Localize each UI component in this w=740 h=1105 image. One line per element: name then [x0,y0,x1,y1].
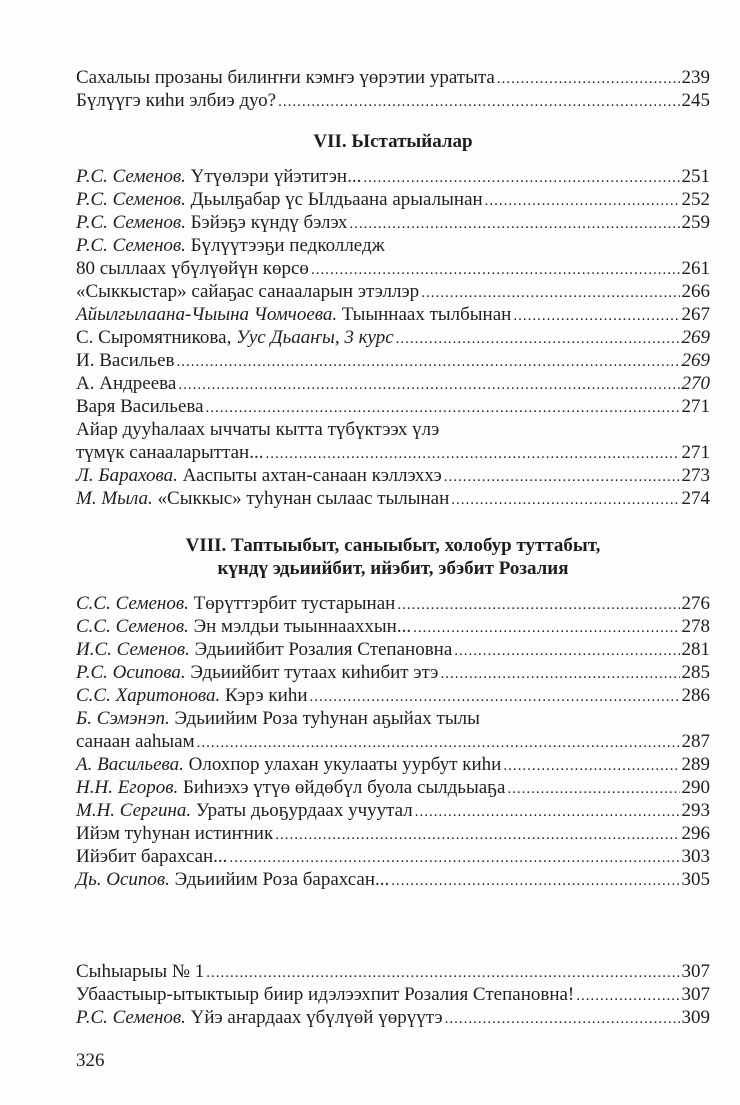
page-number: 326 [76,1050,105,1071]
toc-entry [76,350,710,372]
entry-title: Бүлүүгэ киhи элбиэ дуо? [76,90,277,111]
toc-entry-continuation [76,258,710,280]
entry-page: 239 [681,67,710,88]
section-heading: VII. Ыстатыйалар [313,131,473,152]
entry-author: Н.Н. Егоров. [76,777,179,798]
entry-title: Айар дууhалаах ыччаты кытта түбүктээх үлэ [76,419,440,440]
toc-entry [76,685,710,707]
section-heading-line-1: VIII. Таптыыбыт, саныыбыт, холобур туттабыт, [185,535,601,556]
entry-title: Эдьиийим Роза барахсан... [174,869,390,890]
toc-entry [76,465,710,487]
toc-entry-continuation [76,731,710,753]
dot-leader [391,870,679,892]
dot-leader [513,305,679,327]
entry-title: С. Сыромятникова, [76,327,232,348]
dot-leader [576,985,679,1007]
toc-entry [76,639,710,661]
dot-leader [206,962,679,984]
entry-title: Кэрэ киhи [224,685,308,706]
entry-title: Үтүөлэри үйэтитэн... [190,166,362,187]
dot-leader [278,91,679,113]
dot-leader [497,68,680,90]
entry-author: Дь. Осипов. [76,869,170,890]
toc-entry [76,327,710,349]
entry-page: 307 [681,961,710,982]
entry-title: Олохпор улахан укулааты уурбут киhи [188,754,502,775]
entry-page: 269 [681,350,710,371]
toc-entry [76,846,710,868]
dot-leader [440,663,679,685]
entry-title: Ийэм туhунан истиҥник [76,823,274,844]
entry-page: 286 [681,685,710,706]
entry-page: 259 [681,212,710,233]
entry-page: 303 [681,846,710,867]
entry-title: Варя Васильева [76,396,204,417]
entry-title-continuation: 80 сыллаах үбүлүөйүн көрсө [76,258,309,279]
entry-title: Бэйэҕэ күндү бэлэх [190,212,348,233]
toc-entry [76,708,710,730]
entry-page: 289 [681,754,710,775]
entry-page: 252 [681,189,710,210]
toc-entry [76,823,710,845]
dot-leader [396,328,680,350]
dot-leader [349,213,679,235]
toc-entry [76,777,710,799]
entry-title: «Сыккыс» туhунан сылаас тылынан [157,488,450,509]
entry-author: Р.С. Семенов. [76,1007,186,1028]
entry-title: Бүлүүтээҕи педколледж [190,235,385,256]
dot-leader [397,594,679,616]
entry-title: Эн мэлдьи тыыннааххын... [193,616,412,637]
toc-entry [76,869,710,891]
toc-entry [76,212,710,234]
dot-leader [176,351,679,373]
entry-author: Б. Сэмэнэп. [76,708,170,729]
entry-author: Р.С. Семенов. [76,189,186,210]
dot-leader [503,755,679,777]
entry-title: И. Васильев [76,350,175,371]
entry-page: 287 [681,731,710,752]
toc-entry [76,189,710,211]
dot-leader [265,443,679,465]
toc-entry [76,984,710,1006]
entry-author: С.С. Харитонова. [76,685,221,706]
toc-entry [76,616,710,638]
entry-title: Төрүттэрбит тустарынан [193,593,396,614]
dot-leader [415,801,680,823]
toc-entry [76,235,710,257]
dot-leader [444,466,680,488]
toc-entry [76,281,710,303]
toc-entry [76,662,710,684]
dot-leader [507,778,679,800]
dot-leader [310,686,680,708]
entry-page: 293 [681,800,710,821]
entry-page: 261 [681,258,710,279]
dot-leader [485,190,680,212]
entry-page: 274 [681,488,710,509]
entry-title-italic: Уус Дьааҥы, 3 курс [236,327,394,348]
dot-leader [197,732,680,754]
entry-page: 271 [681,396,710,417]
entry-page: 309 [681,1007,710,1028]
entry-author: Л. Барахова. [76,465,178,486]
dot-leader [451,489,679,511]
entry-page: 267 [681,304,710,325]
toc-entry [76,373,710,395]
entry-title: Ааспыты ахтан-санаан кэллэххэ [182,465,442,486]
entry-page: 305 [681,869,710,890]
entry-page: 270 [681,373,710,394]
entry-page: 281 [681,639,710,660]
entry-title: Ураты дьоҕурдаах учуутал [195,800,413,821]
entry-title: Тыыннаах тылбынан [341,304,512,325]
dot-leader [178,374,679,396]
entry-title: Убаастыыр-ытыктыыр биир идэлээхпит Розалия Степановна! [76,984,575,1005]
toc-entry [76,593,710,615]
dot-leader [413,617,679,639]
toc-entry [76,90,710,112]
toc-entry [76,800,710,822]
entry-author: Р.С. Семенов. [76,235,186,256]
toc-entry [76,419,710,441]
entry-page: 271 [681,442,710,463]
dot-leader [311,259,680,281]
entry-page: 285 [681,662,710,683]
toc-entry [76,961,710,983]
entry-title-continuation: түмүк санааларыттан... [76,442,264,463]
toc-entry [76,166,710,188]
dot-leader [229,847,679,869]
entry-page: 273 [681,465,710,486]
toc-entry [76,754,710,776]
entry-page: 269 [681,327,710,348]
toc-entry [76,488,710,510]
entry-author: А. Васильева. [76,754,184,775]
entry-title: Сахалыы прозаны билиҥҥи кэмҥэ үөрэтии уратыта [76,67,495,88]
toc-entry [76,67,710,89]
toc-entry [76,396,710,418]
entry-author: М.Н. Сергина. [76,800,192,821]
entry-page: 266 [681,281,710,302]
entry-page: 307 [681,984,710,1005]
entry-author: М. Мыла. [76,488,153,509]
dot-leader [421,282,679,304]
entry-author: Р.С. Семенов. [76,212,186,233]
entry-page: 276 [681,593,710,614]
entry-page: 296 [681,823,710,844]
entry-title: Үйэ аҥардаах үбүлүөй үөрүүтэ [190,1007,443,1028]
entry-title: «Сыккыстар» сайаҕас санааларын этэллэр [76,281,420,302]
entry-title: Эдьиийим Роза туhунан аҕыйах тылы [174,708,480,729]
entry-title: Эдьиийбит тутаах киhибит этэ [190,662,439,683]
entry-author: Р.С. Осипова. [76,662,186,683]
entry-page: 245 [681,90,710,111]
entry-title: А. Андреева [76,373,177,394]
entry-title: Ийэбит барахсан... [76,846,228,867]
entry-title: Эдьиийбит Розалия Степановна [194,639,453,660]
entry-title: Биhиэхэ үтүө өйдөбүл буола сылдьыаҕа [182,777,506,798]
toc-entry [76,304,710,326]
entry-author: Р.С. Семенов. [76,166,186,187]
entry-title: Дьылҕабар үс Ылдьаана арыалынан [190,189,483,210]
toc-entry-continuation [76,442,710,464]
entry-title-continuation: санаан ааhыам [76,731,195,752]
dot-leader [275,824,679,846]
entry-author: Айылгылаана-Чыына Чомчоева. [76,304,338,325]
entry-page: 278 [681,616,710,637]
entry-page: 290 [681,777,710,798]
entry-author: С.С. Семенов. [76,616,189,637]
dot-leader [454,640,679,662]
dot-leader [363,167,679,189]
toc-entry [76,1007,710,1029]
dot-leader [206,397,680,419]
entry-author: С.С. Семенов. [76,593,189,614]
dot-leader [445,1008,680,1030]
entry-author: И.С. Семенов. [76,639,190,660]
entry-title: Сыhыарыы № 1 [76,961,205,982]
entry-page: 251 [681,166,710,187]
section-heading-line-2: күндү эдьиийбит, ийэбит, эбэбит Розалия [217,558,569,579]
